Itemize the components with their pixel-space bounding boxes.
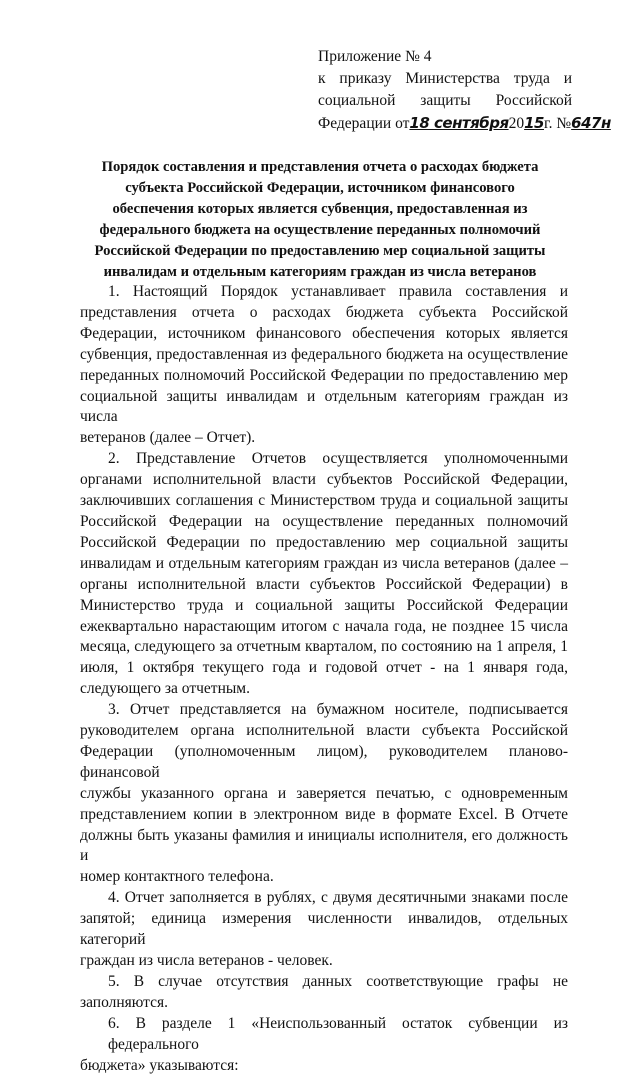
paragraph-line: 1. Настоящий Порядок устанавливает правила составления и (108, 283, 568, 300)
paragraph-line: заполняются. (80, 993, 169, 1011)
paragraph-line: 3. Отчет представляется на бумажном носителе, подписывается (108, 701, 568, 719)
paragraph-line: месяца, следующего за отчетным кварталом, по состоянию на 1 апреля, 1 (80, 638, 568, 656)
appendix-number: Приложение № 4 (318, 48, 432, 65)
paragraph-line: субвенция, предоставленная из федерального бюджета на осуществление (80, 345, 568, 363)
paragraph-line: 2. Представление Отчетов осуществляется уполномоченными (108, 450, 568, 468)
paragraph-line: службы указанного органа и заверяется печатью, с одновременным (80, 784, 568, 802)
paragraph-line: бюджета» указываются: (80, 1056, 239, 1074)
appendix-date-prefix: Федерации от (318, 115, 410, 132)
paragraph-line: 6. В разделе 1 «Неиспользованный остаток субвенции из федерального (108, 1014, 568, 1053)
paragraph-line: Российской Федерации по предоставлению мер социальной защиты (80, 533, 568, 551)
title-line: Порядок составления и представления отчета о расходах бюджета (101, 159, 539, 175)
paragraph-line: следующего за отчетным. (80, 680, 250, 698)
appendix-date-line (318, 112, 611, 135)
title-line: федерального бюджета на осуществление переданных полномочий (99, 222, 541, 238)
paragraph-line: июля, 1 октября текущего года и годовой отчет - на 1 января года, (80, 659, 568, 677)
handwritten-year: 15 (524, 114, 544, 132)
paragraph-line: граждан из числа ветеранов - человек. (80, 952, 333, 969)
paragraph-line: запятой; единица измерения численности инвалидов, отдельных категорий (80, 910, 568, 949)
paragraph-line: Федерации, источником финансового обеспечения которых является (80, 324, 568, 342)
appendix-number-label: г. № (543, 115, 572, 132)
paragraph-line: ветеранов (далее – Отчет). (80, 429, 256, 447)
title-line: субъекта Российской Федерации, источником финансового (125, 180, 515, 196)
paragraph-line: заключивших соглашения с Министерством труда и социальной защиты (80, 492, 568, 510)
paragraph-line: Федерации (уполномоченным лицом), руководителем планово-финансовой (80, 742, 568, 781)
paragraph-line: представлением копии в электронном виде в формате Excel. В Отчете (80, 805, 568, 823)
paragraph-line: 5. В случае отсутствия данных соответствующие графы не (108, 972, 568, 990)
handwritten-date: 18 сентября (409, 114, 509, 132)
paragraph-line: социальной защиты инвалидам и отдельным категориям граждан из числа (80, 387, 568, 426)
paragraph-line: Российской Федерации на осуществление переданных полномочий (80, 512, 568, 530)
paragraph-6 (80, 1014, 568, 1076)
paragraph-line: руководителем органа исполнительной власти субъекта Российской (80, 722, 568, 740)
paragraph-line: переданных полномочий Российской Федерации по предоставлению мер (80, 366, 568, 384)
paragraph-4 (80, 888, 568, 972)
appendix-order-ref: к приказу Министерства труда и (318, 70, 572, 87)
paragraph-5 (80, 972, 568, 1014)
paragraph-line: ежеквартально нарастающим итогом с начала года, не позднее 15 числа (80, 617, 568, 635)
paragraph-2 (80, 449, 568, 700)
appendix-year-prefix: 20 (508, 115, 525, 132)
title-line: обеспечения которых является субвенция, предоставленная из (112, 201, 528, 217)
appendix-ministry: социальной защиты Российской (318, 92, 572, 109)
handwritten-order-number: 647н (571, 114, 611, 132)
document-title (66, 157, 574, 283)
paragraph-line: органами исполнительной власти субъектов Российской Федерации, (80, 471, 568, 489)
paragraph-1 (80, 282, 568, 449)
appendix-header (318, 46, 611, 135)
paragraph-3 (80, 700, 568, 888)
paragraph-line: 4. Отчет заполняется в рублях, с двумя десятичными знаками после (108, 889, 568, 907)
paragraph-line: органы исполнительной власти субъектов Российской Федерации) в (80, 575, 568, 593)
paragraph-line: инвалидам и отдельным категориям граждан из числа ветеранов (далее – (80, 554, 568, 572)
paragraph-line: представления отчета о расходах бюджета субъекта Российской (80, 303, 568, 321)
paragraph-line: номер контактного телефона. (80, 868, 274, 886)
title-line: инвалидам и отдельным категориям граждан из числа ветеранов (103, 264, 537, 280)
paragraph-line: должны быть указаны фамилия и инициалы исполнителя, его должность и (80, 826, 568, 865)
document-body (80, 282, 568, 1076)
title-line: Российской Федерации по предоставлению мер социальной защиты (94, 243, 546, 259)
paragraph-line: Министерство труда и социальной защиты Российской Федерации (80, 596, 568, 614)
